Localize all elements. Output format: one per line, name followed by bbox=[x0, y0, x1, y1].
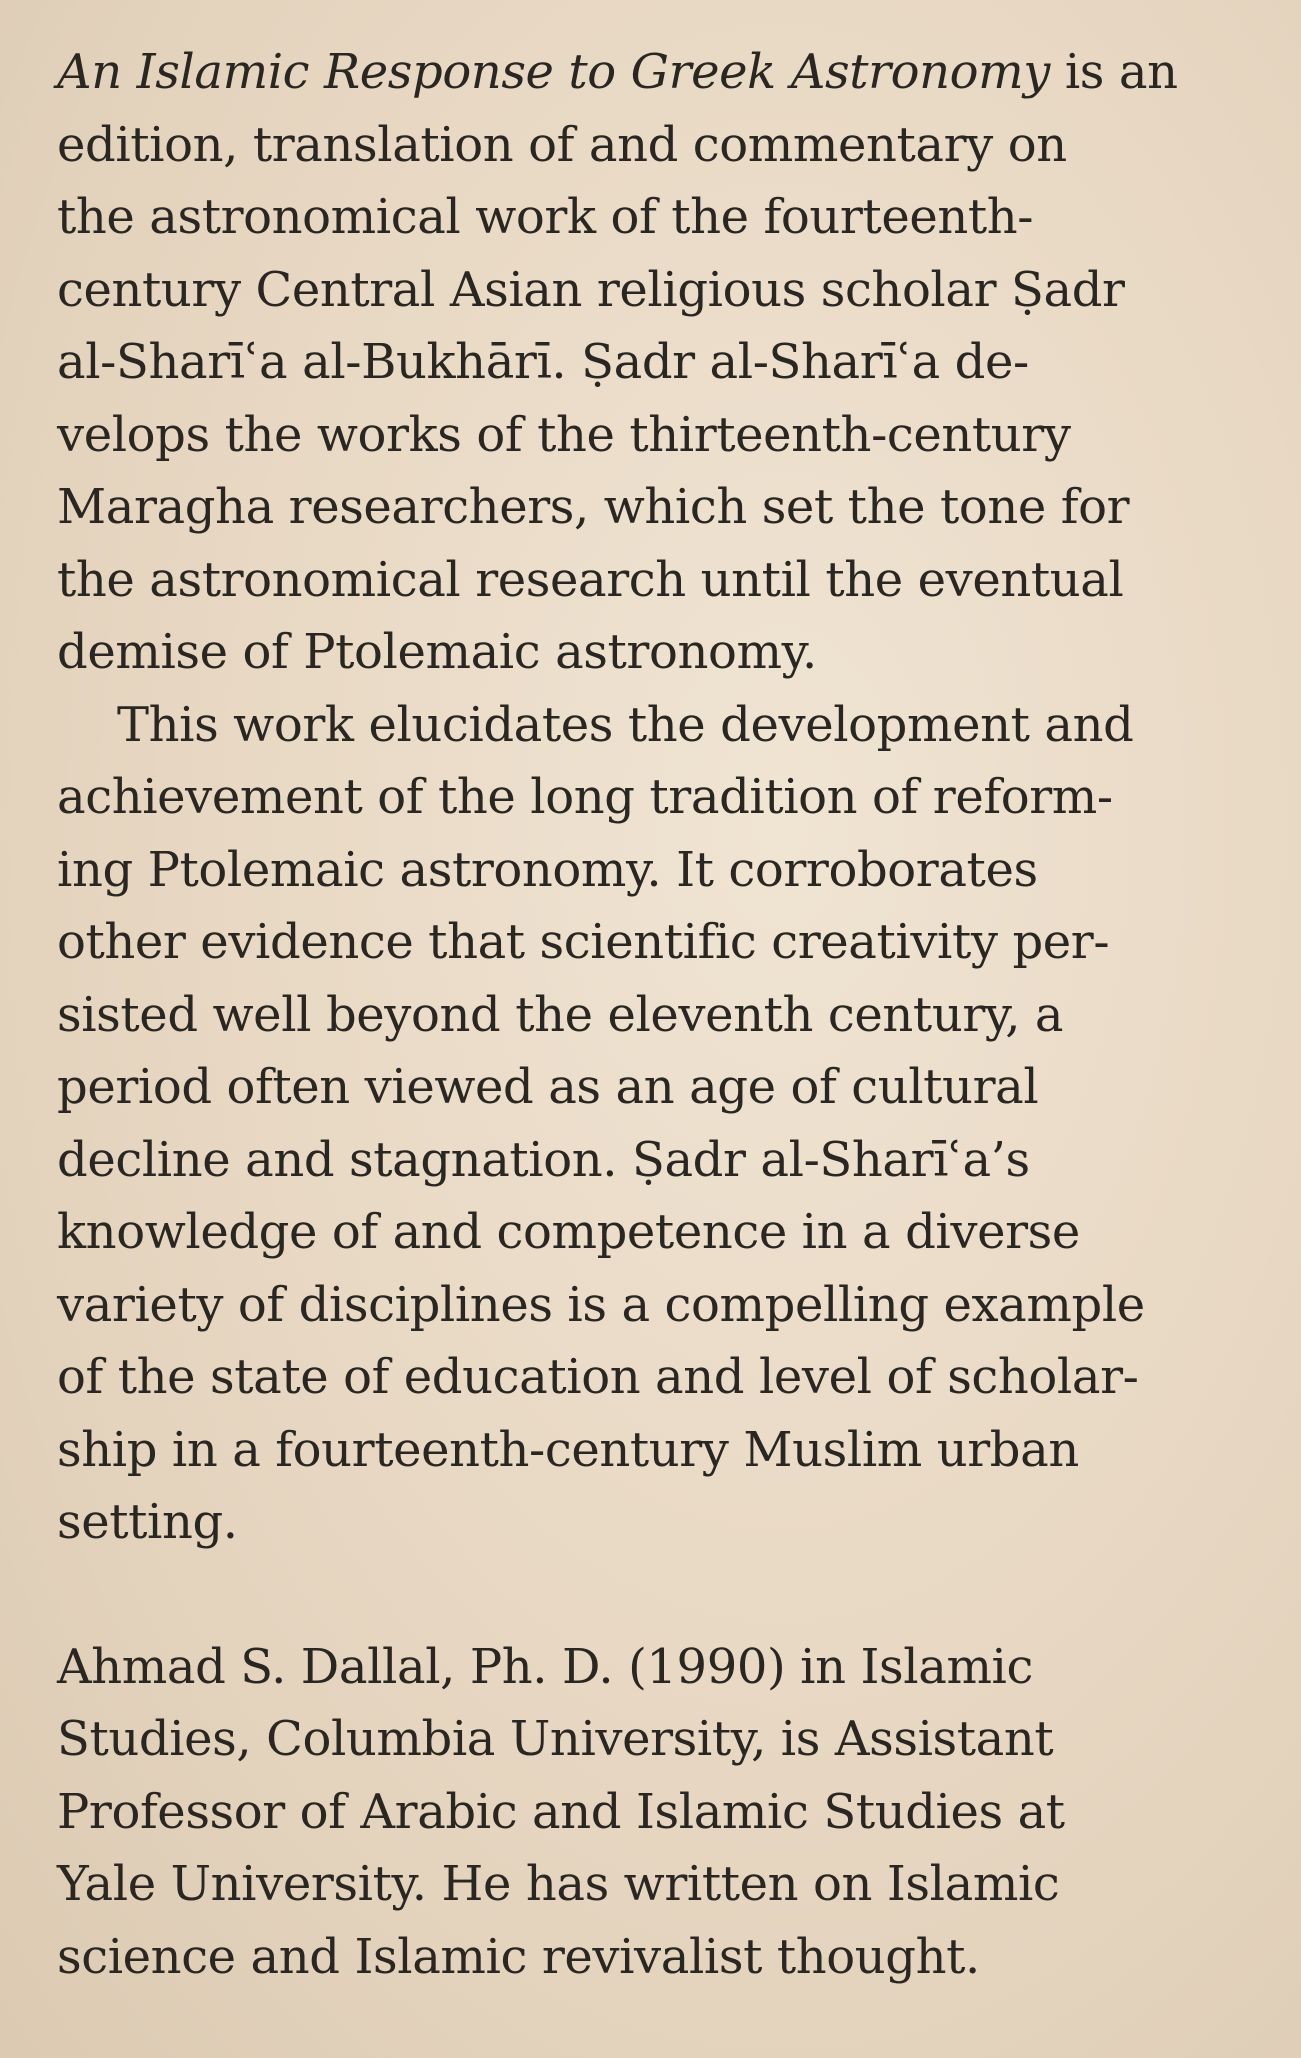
description-line: century Central Asian religious scholar Ṣadr bbox=[57, 261, 1125, 318]
description-line bbox=[57, 36, 1241, 109]
bio-line: Yale University. He has written on Islamic bbox=[57, 1856, 1060, 1912]
description-line: decline and stagnation. Ṣadr al-Sharīʿa’s bbox=[57, 1131, 1030, 1188]
description-line: ing Ptolemaic astronomy. It corroborates bbox=[57, 841, 1038, 898]
description-line: achievement of the long tradition of reform- bbox=[57, 769, 1113, 825]
description-line: knowledge of and competence in a diverse bbox=[57, 1204, 1080, 1260]
bio-line: Professor of Arabic and Islamic Studies at bbox=[57, 1783, 1065, 1840]
description-line: other evidence that scientific creativity per- bbox=[57, 914, 1110, 970]
description-line: of the state of education and level of scholar- bbox=[57, 1349, 1139, 1405]
bio-line: Studies, Columbia University, is Assistant bbox=[57, 1711, 1054, 1767]
description-line: demise of Ptolemaic astronomy. bbox=[57, 624, 817, 680]
description-line: Maragha researchers, which set the tone for bbox=[57, 479, 1130, 535]
bio-line: science and Islamic revivalist thought. bbox=[57, 1928, 980, 1985]
description-line: velops the works of the thirteenth-century bbox=[57, 406, 1071, 463]
bio-line: Ahmad S. Dallal, Ph. D. (1990) in Islamic bbox=[57, 1638, 1033, 1695]
description-line: edition, translation of and commentary on bbox=[57, 116, 1067, 173]
description-line: ship in a fourteenth-century Muslim urban bbox=[57, 1421, 1079, 1478]
book-title: An Islamic Response to Greek Astronomy bbox=[57, 44, 1050, 100]
description-line: period often viewed as an age of cultural bbox=[57, 1059, 1039, 1115]
author-bio bbox=[57, 1631, 1241, 1994]
description-text: is an bbox=[1050, 44, 1178, 100]
description-line: setting. bbox=[57, 1494, 238, 1550]
section-spacer bbox=[57, 1559, 1241, 1631]
description-line: al-Sharīʿa al-Bukhārī. Ṣadr al-Sharīʿa de- bbox=[57, 334, 1029, 390]
description-line: variety of disciplines is a compelling example bbox=[57, 1276, 1145, 1333]
description-line: the astronomical research until the eventual bbox=[57, 551, 1124, 608]
description-line: the astronomical work of the fourteenth- bbox=[57, 189, 1034, 245]
description-line: sisted well beyond the eleventh century, a bbox=[57, 986, 1064, 1043]
book-description bbox=[57, 36, 1241, 1559]
description-line: This work elucidates the development and bbox=[117, 696, 1134, 753]
